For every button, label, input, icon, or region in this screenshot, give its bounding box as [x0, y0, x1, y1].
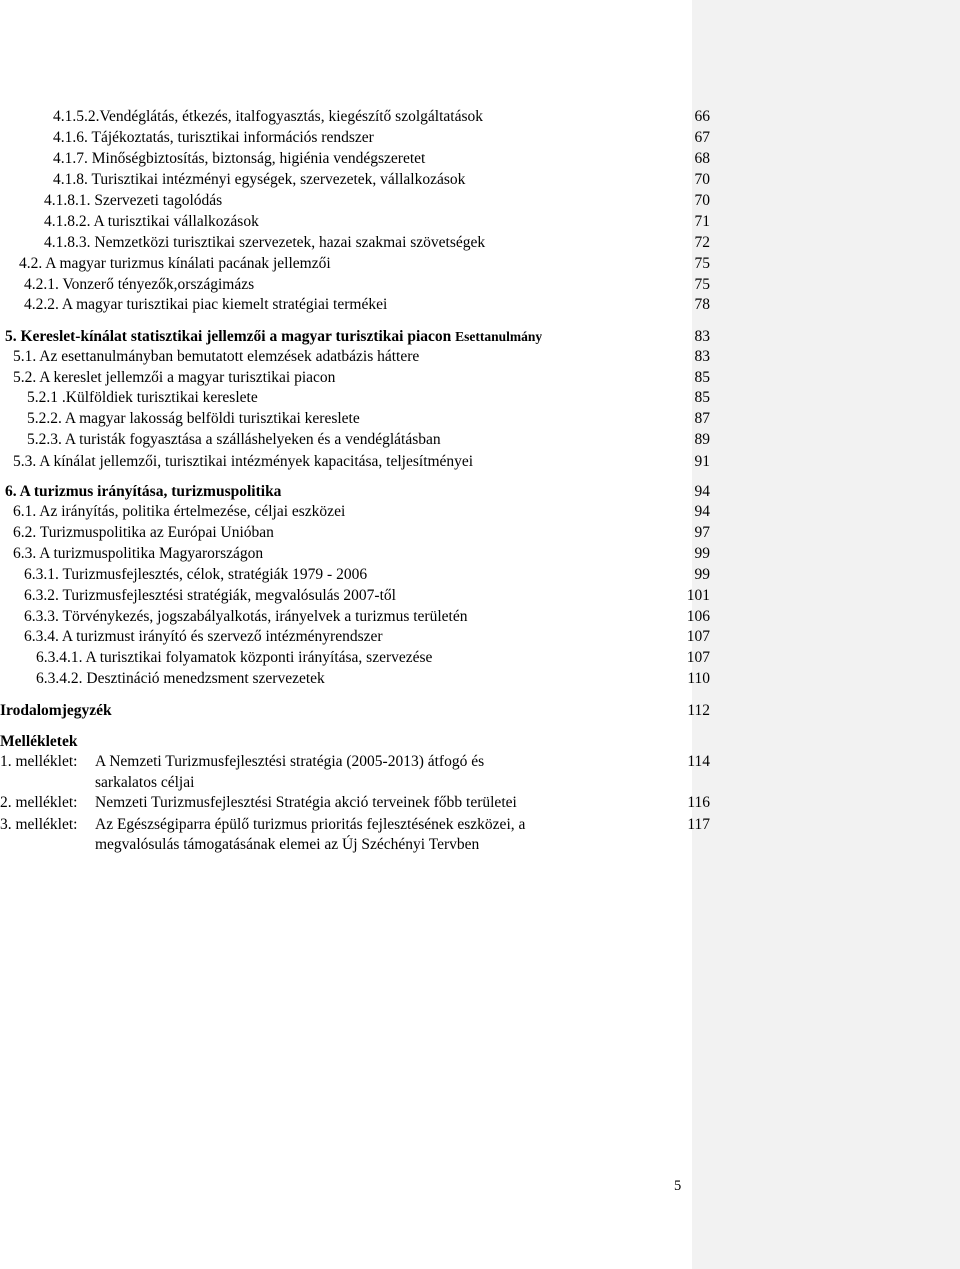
toc-entry-page: 75: [694, 255, 710, 272]
toc-entry-title: 6.3.2. Turizmusfejlesztési stratégiák, megvalósulás 2007-től: [24, 587, 396, 604]
toc-entry-page: 97: [694, 524, 710, 541]
toc-entry: [0, 127, 720, 149]
toc-entry-title: 5.2. A kereslet jellemzői a magyar turisztikai piacon: [13, 369, 336, 386]
toc-entry: [0, 367, 720, 389]
toc-entry-page: 83: [694, 348, 710, 365]
toc-entry-page: 75: [694, 276, 710, 293]
toc-entry-title: 4.1.5.2.Vendéglátás, étkezés, italfogyasztás, kiegészítő szolgáltatások: [53, 108, 483, 125]
toc-entry-title: 6. A turizmus irányítása, turizmuspolitika: [5, 483, 282, 500]
toc-entry: [0, 647, 720, 669]
toc-entry-title: 6.3.3. Törvénykezés, jogszabályalkotás, irányelvek a turizmus területén: [24, 608, 468, 625]
toc-entry-title: 6.3.4.2. Desztináció menedzsment szervezetek: [36, 670, 325, 687]
toc-entry: [0, 564, 720, 586]
annex-label: 1. melléklet:: [0, 753, 78, 770]
annex-title-line: Az Egészségiparra épülő turizmus prioritás fejlesztésének eszközei, a: [95, 816, 526, 833]
page-number: 5: [674, 1178, 682, 1194]
toc-entry: [0, 232, 720, 254]
toc-entry-page: 85: [694, 369, 710, 386]
toc-entry-page: 112: [687, 702, 710, 719]
annex-page: 116: [687, 794, 710, 811]
toc-entry-title: 4.1.8.2. A turisztikai vállalkozások: [44, 213, 259, 230]
annex-title-line: A Nemzeti Turizmusfejlesztési stratégia (2005-2013) átfogó és: [95, 753, 485, 770]
annex-title-line: sarkalatos céljai: [95, 774, 195, 791]
toc-entry-title: 4.1.8.1. Szervezeti tagolódás: [44, 192, 223, 209]
annex-entry: [0, 751, 720, 773]
toc-entry: [0, 106, 720, 128]
toc-entry: [0, 731, 720, 753]
toc-entry-page: 94: [694, 483, 710, 500]
toc-entry-page: 67: [694, 129, 710, 146]
toc-entry-title: 6.3.4.1. A turisztikai folyamatok központi irányítása, szervezése: [36, 649, 433, 666]
toc-entry-page: 110: [687, 670, 710, 687]
toc-entry: [0, 294, 720, 316]
toc-entry-title: 5.2.3. A turisták fogyasztása a szálláshelyeken és a vendéglátásban: [27, 431, 441, 448]
toc-entry-title: 5.3. A kínálat jellemzői, turisztikai intézmények kapacitása, teljesítményei: [13, 453, 474, 470]
toc-entry-title: 4.1.8.3. Nemzetközi turisztikai szervezetek, hazai szakmai szövetségek: [44, 234, 486, 251]
toc-entry-page: 68: [694, 150, 710, 167]
annex-page: 117: [687, 816, 710, 833]
toc-entry: [0, 543, 720, 565]
toc-entry-title: 4.2.1. Vonzerő tényezők,országimázs: [24, 276, 255, 293]
toc-entry-page: 72: [694, 234, 710, 251]
toc-entry-title: Mellékletek: [0, 733, 78, 750]
toc-entry: [0, 700, 720, 722]
toc-entry: [0, 522, 720, 544]
annex-entry-continuation: [0, 834, 720, 856]
toc-entry-title: 6.3.1. Turizmusfejlesztés, célok, stratégiák 1979 - 2006: [24, 566, 368, 583]
toc-entry-page: 101: [686, 587, 710, 604]
annex-label: 2. melléklet:: [0, 794, 78, 811]
toc-entry: [0, 606, 720, 628]
toc-entry: [0, 626, 720, 648]
toc-entry: [0, 668, 720, 690]
toc-entry: [0, 326, 720, 348]
toc-entry: [0, 408, 720, 430]
toc-entry-title: 5.2.2. A magyar lakosság belföldi turisztikai kereslete: [27, 410, 360, 427]
toc-entry-page: 85: [694, 389, 710, 406]
toc-entry-page: 70: [694, 171, 710, 188]
toc-entry: [0, 190, 720, 212]
toc-entry-page: 71: [694, 213, 710, 230]
toc-entry-page: 66: [694, 108, 710, 125]
toc-entry: [0, 387, 720, 409]
toc-entry-page: 87: [694, 410, 710, 427]
toc-entry-title: 5.1. Az esettanulmányban bemutatott elemzések adatbázis háttere: [13, 348, 420, 365]
toc-entry: [0, 274, 720, 296]
annex-entry: [0, 814, 720, 836]
toc-entry-title: 5.2.1 .Külföldiek turisztikai kereslete: [27, 389, 258, 406]
toc-entry-page: 107: [686, 649, 710, 666]
toc-entry-suffix: Esettanulmány: [455, 329, 543, 344]
toc-entry: [0, 169, 720, 191]
toc-entry: [0, 148, 720, 170]
toc-entry-page: 106: [686, 608, 710, 625]
toc-entry: [0, 501, 720, 523]
annex-page: 114: [687, 753, 710, 770]
annex-entry-continuation: [0, 772, 720, 794]
toc-entry-page: 83: [694, 328, 710, 345]
toc-entry-page: 99: [694, 545, 710, 562]
toc-entry-page: 94: [694, 503, 710, 520]
toc-entry-title: Irodalomjegyzék: [0, 702, 112, 719]
toc-entry-title: 4.1.7. Minőségbiztosítás, biztonság, higiénia vendégszeretet: [53, 150, 426, 167]
toc-entry-title: 4.1.8. Turisztikai intézményi egységek, szervezetek, vállalkozások: [53, 171, 466, 188]
annex-label: 3. melléklet:: [0, 816, 78, 833]
toc-entry-page: 107: [686, 628, 710, 645]
toc-entry: [0, 346, 720, 368]
toc-entry-title: 6.1. Az irányítás, politika értelmezése, céljai eszközei: [13, 503, 346, 520]
toc-entry: [0, 451, 720, 473]
toc-entry-main: 5. Kereslet-kínálat statisztikai jellemzői a magyar turisztikai piacon: [5, 328, 452, 345]
toc-entry-title: 4.2. A magyar turizmus kínálati pacának jellemzői: [19, 255, 331, 272]
comment-margin: [692, 0, 960, 1269]
toc-entry-page: 78: [694, 296, 710, 313]
annex-title-line: megvalósulás támogatásának elemei az Új Széchényi Tervben: [95, 836, 480, 853]
toc-entry-title: 6.2. Turizmuspolitika az Európai Unióban: [13, 524, 274, 541]
toc-entry-page: 70: [694, 192, 710, 209]
toc-entry-title: 6.3.4. A turizmust irányító és szervező intézményrendszer: [24, 628, 383, 645]
toc-entry-page: 91: [694, 453, 710, 470]
annex-title-line: Nemzeti Turizmusfejlesztési Stratégia akció terveinek főbb területei: [95, 794, 517, 811]
toc-entry-page: 99: [694, 566, 710, 583]
toc-entry: [0, 481, 720, 503]
toc-entry: [0, 429, 720, 451]
toc-entry-title: 4.2.2. A magyar turisztikai piac kiemelt stratégiai termékei: [24, 296, 388, 313]
toc-entry: [0, 253, 720, 275]
toc-entry-title: 6.3. A turizmuspolitika Magyarországon: [13, 545, 264, 562]
toc-entry-page: 89: [694, 431, 710, 448]
annex-entry: [0, 792, 720, 814]
toc-entry: [0, 585, 720, 607]
toc-entry: [0, 211, 720, 233]
toc-entry-title: 4.1.6. Tájékoztatás, turisztikai információs rendszer: [53, 129, 374, 146]
toc-entry-title: [5, 326, 542, 348]
